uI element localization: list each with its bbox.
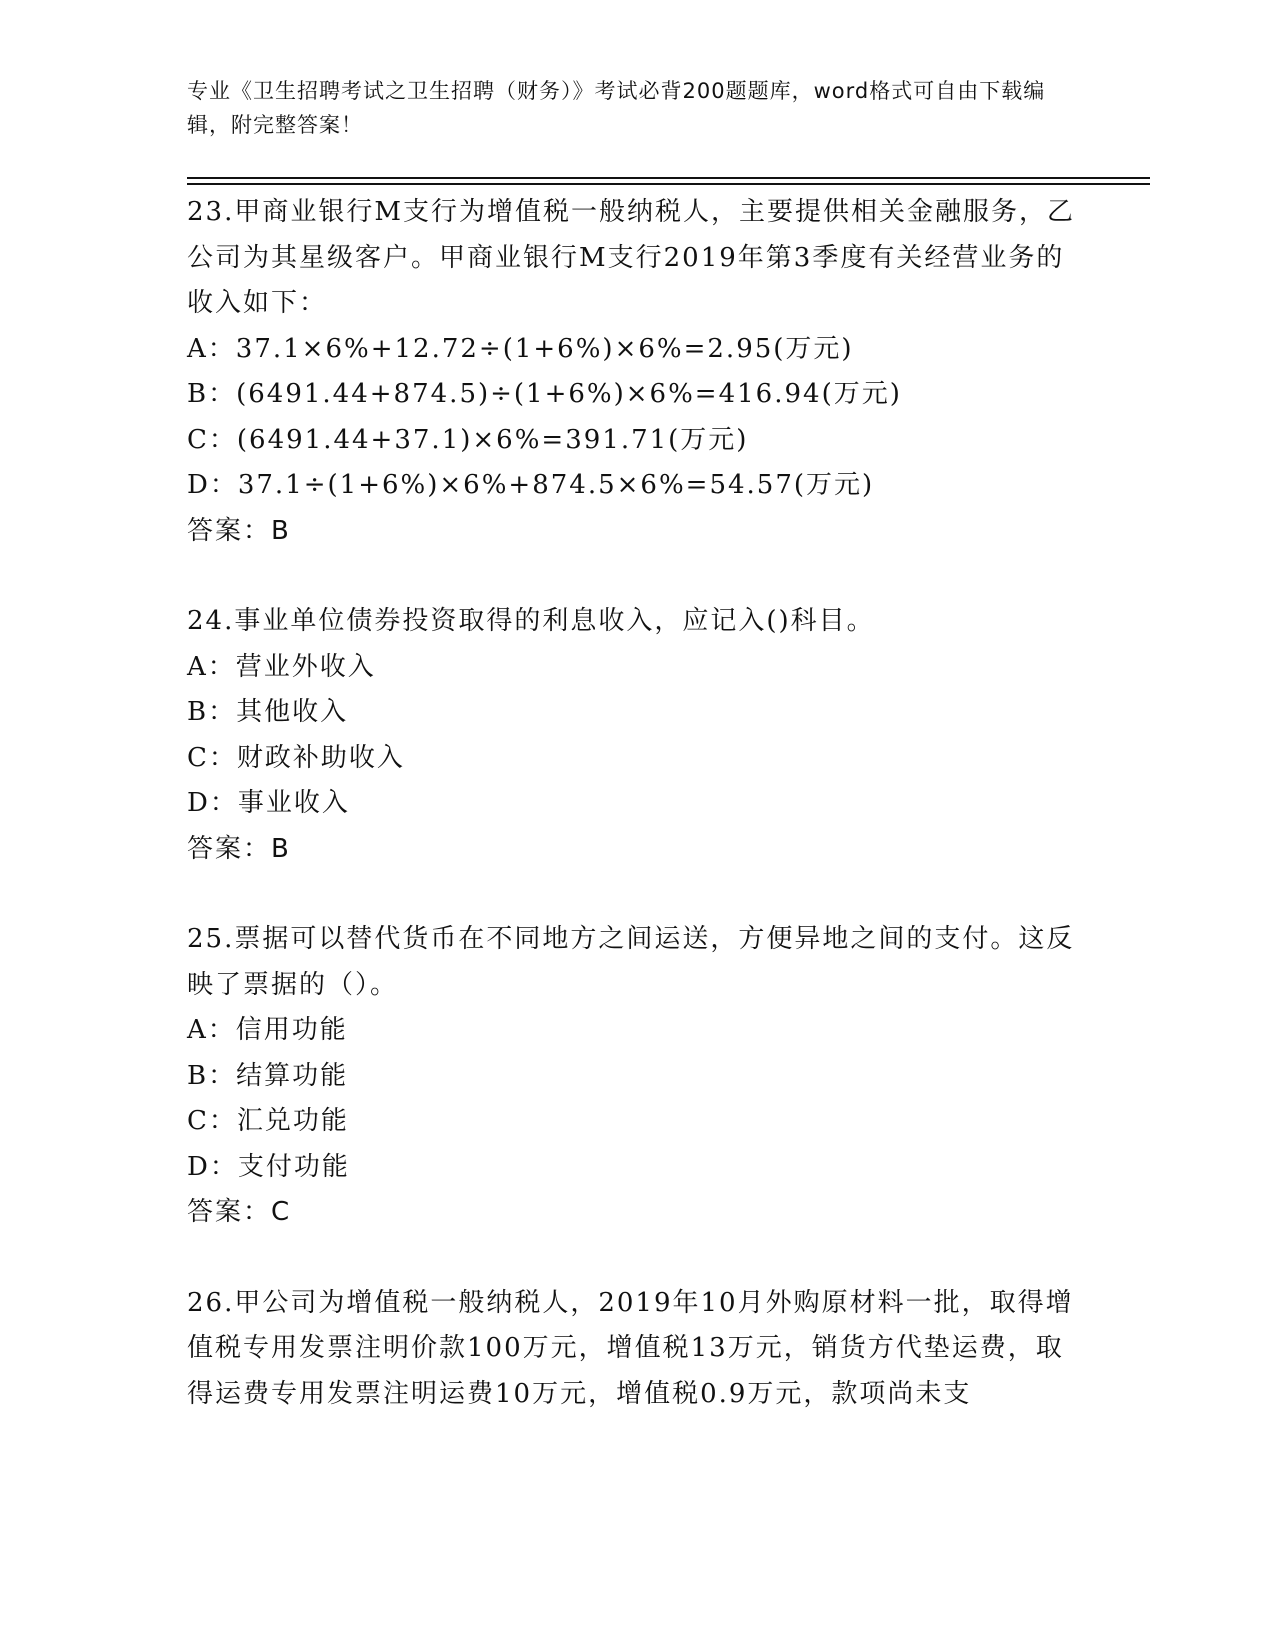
question-stem: 24.事业单位债券投资取得的利息收入，应记入()科目。	[187, 606, 875, 636]
answer: 答案：C	[187, 1197, 292, 1227]
option-a: A：信用功能	[187, 1015, 348, 1045]
document-header: 专业《卫生招聘考试之卫生招聘（财务）》考试必背200题题库，word格式可自由下载编辑，附完整答案！	[187, 79, 1046, 137]
question-stem: 26.甲公司为增值税一般纳税人，2019年10月外购原材料一批，取得增值税专用发票注明价款100万元，增值税13万元，销货方代垫运费，取得运费专用发票注明运费10万元，增值税0.9万元，款项尚未支	[187, 1287, 1074, 1409]
option-b: B：(6491.44+874.5)÷(1+6%)×6%=416.94(万元)	[187, 379, 902, 409]
header-rule-top	[187, 177, 1150, 179]
question-25	[187, 917, 1087, 1236]
question-24	[187, 599, 1087, 872]
answer: 答案：B	[187, 515, 291, 546]
question-26	[187, 1281, 1087, 1418]
option-a: A：营业外收入	[187, 651, 376, 682]
option-d: D：37.1÷(1+6%)×6%+874.5×6%=54.57(万元)	[187, 470, 875, 500]
question-stem: 23.甲商业银行M支行为增值税一般纳税人，主要提供相关金融服务，乙公司为其星级客户。甲商业银行M支行2019年第3季度有关经营业务的收入如下：	[187, 197, 1075, 318]
question-list	[187, 190, 1087, 1462]
option-b: B：结算功能	[187, 1060, 349, 1091]
option-d: D：支付功能	[187, 1151, 350, 1182]
answer: 答案：B	[187, 833, 291, 864]
option-c: C：(6491.44+37.1)×6%=391.71(万元)	[187, 424, 749, 455]
header-rule-bottom	[187, 183, 1150, 185]
option-b: B：其他收入	[187, 697, 349, 727]
option-a: A：37.1×6%+12.72÷(1+6%)×6%=2.95(万元)	[187, 333, 854, 364]
option-c: C：财政补助收入	[187, 742, 405, 773]
question-stem: 25.票据可以替代货币在不同地方之间运送，方便异地之间的支付。这反映了票据的（）。	[187, 924, 1075, 1000]
option-c: C：汇兑功能	[187, 1106, 349, 1136]
option-d: D：事业收入	[187, 788, 350, 818]
question-23	[187, 190, 1087, 554]
